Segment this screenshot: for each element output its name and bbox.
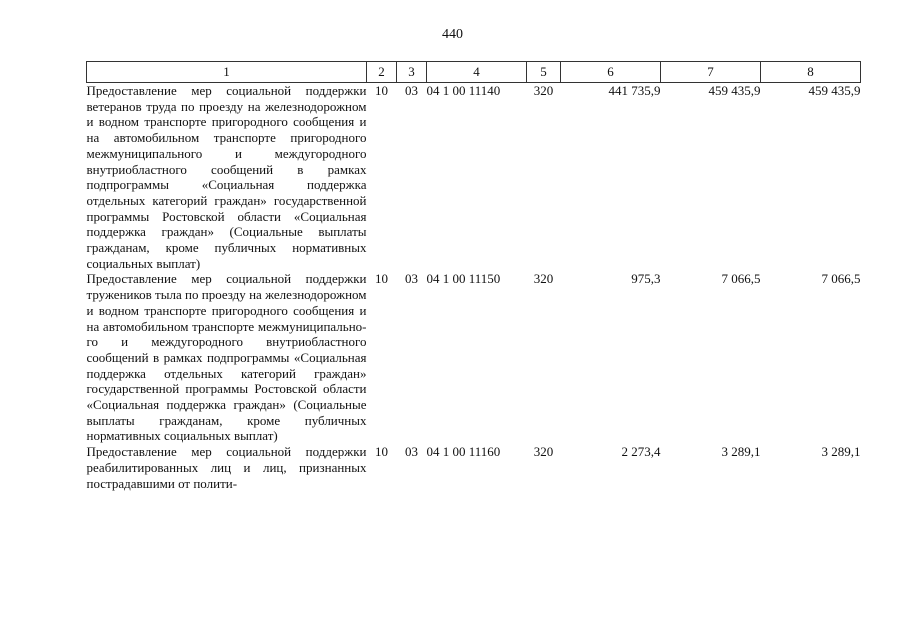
row-expense-type: 320 [533,271,554,287]
row-amount-col6: 441 735,9 [608,83,661,98]
row-expense-type: 320 [533,83,554,98]
table-row [87,271,861,444]
row-subsection: 03 [405,444,418,460]
row-description: Предоставление мер социальной поддержки ветеранов труда по проезду на железнодорожном и водном транспорте пригородного сообщения и на автомобильном транспорте пригородного межмуниципального и междугородного внутриобластного сообщений в рамках подпрограммы «Социальная поддержка отдельных категорий граждан» государственной программы Ростовской области «Социальная поддержка граждан» (Социальные выплаты гражданам, кроме публичных нормативных социальных выплат) [86,83,367,271]
table-row [87,444,861,491]
row-target-code: 04 1 00 11150 [426,271,501,287]
row-amount-col8: 7 066,5 [821,271,861,287]
header-cell-8: 8 [761,62,861,83]
header-cell-3: 3 [397,62,427,83]
header-cell-5: 5 [527,62,561,83]
budget-table [86,61,861,491]
row-expense-type: 320 [533,444,554,460]
row-subsection: 03 [405,83,418,98]
row-description: Предоставление мер социальной поддержки реабилитированных лиц и лиц, признанных пострадавшими от полити- [86,444,367,491]
row-target-code: 04 1 00 11140 [426,83,501,98]
row-amount-col7: 3 289,1 [721,444,761,460]
header-cell-7: 7 [661,62,761,83]
row-amount-col8: 459 435,9 [808,83,861,98]
header-cell-1: 1 [87,62,367,83]
row-amount-col7: 459 435,9 [708,83,761,98]
row-section: 10 [375,444,388,460]
header-cell-6: 6 [561,62,661,83]
row-amount-col6: 975,3 [631,271,661,287]
table-row [87,83,861,272]
table-header-row [87,62,861,83]
header-cell-4: 4 [427,62,527,83]
row-target-code: 04 1 00 11160 [426,444,501,460]
row-amount-col7: 7 066,5 [721,271,761,287]
row-amount-col8: 3 289,1 [821,444,861,460]
row-amount-col6: 2 273,4 [621,444,661,460]
row-subsection: 03 [405,271,418,287]
row-section: 10 [375,271,388,287]
header-cell-2: 2 [367,62,397,83]
page-number: 440 [442,27,463,42]
row-description: Предоставление мер социальной поддержки тружеников тыла по проезду на железнодорожном и водном транспорте пригородного сообщения и на автомобильном транспорте межмуниципального и междугородного внутриобластного сообщений в рамках подпрограммы «Социальная поддержка отдельных категорий граждан» государственной программы Ростовской области «Социальная поддержка граждан» (Социальные выплаты гражданам, кроме публичных нормативных социальных выплат) [86,271,367,444]
row-section: 10 [375,83,388,98]
